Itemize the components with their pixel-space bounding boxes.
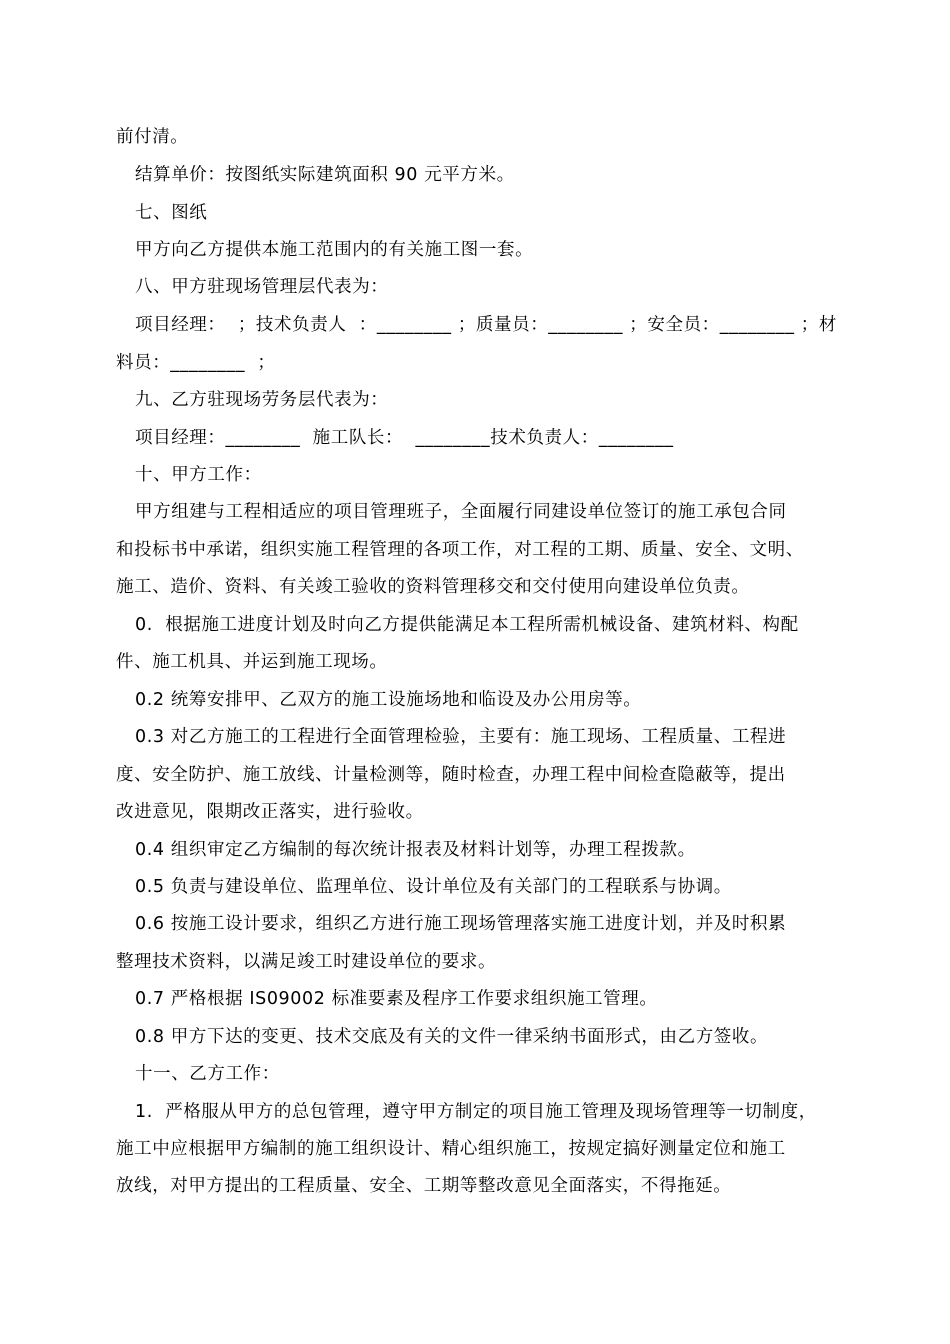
text-line: 0.4 组织审定乙方编制的每次统计报表及材料计划等，办理工程拨款。 [135,840,696,860]
text-line: 施工、造价、资料、有关竣工验收的资料管理移交和交付使用向建设单位负责。 [116,577,750,597]
text-line: 和投标书中承诺，组织实施工程管理的各项工作，对工程的工期、质量、安全、文明、 [116,540,804,560]
text-line: 前付清。 [116,127,189,147]
text-line: 料员：________ ； [116,353,276,373]
text-line: 项目经理：________ 施工队长： ________技术负责人：________ [135,428,674,448]
text-line: 甲方组建与工程相适应的项目管理班子，全面履行同建设单位签订的施工承包合同 [135,502,787,522]
text-line: 1. 严格服从甲方的总包管理，遵守甲方制定的项目施工管理及现场管理等一切制度， [135,1102,817,1122]
text-line: 结算单价：按图纸实际建筑面积 90 元平方米。 [135,165,515,185]
text-line: 件、施工机具、并运到施工现场。 [116,652,388,672]
text-line: 0.3 对乙方施工的工程进行全面管理检验，主要有：施工现场、工程质量、工程进 [135,727,787,747]
section-heading: 七、图纸 [135,203,208,223]
text-line: 甲方向乙方提供本施工范围内的有关施工图一套。 [135,240,534,260]
text-line: 0.2 统筹安排甲、乙双方的施工设施场地和临设及办公用房等。 [135,690,642,710]
text-line: 放线，对甲方提出的工程质量、安全、工期等整改意见全面落实，不得拖延。 [116,1176,732,1196]
section-heading: 八、甲方驻现场管理层代表为： [135,277,389,297]
text-line: 0.8 甲方下达的变更、技术交底及有关的文件一律采纳书面形式，由乙方签收。 [135,1027,769,1047]
section-heading: 九、乙方驻现场劳务层代表为： [135,390,389,410]
text-line: 整理技术资料，以满足竣工时建设单位的要求。 [116,952,497,972]
section-heading: 十、甲方工作： [135,465,262,485]
section-heading: 十一、乙方工作： [135,1064,280,1084]
text-line: 施工中应根据甲方编制的施工组织设计、精心组织施工，按规定搞好测量定位和施工 [116,1139,786,1159]
text-line: 0.7 严格根据 IS09002 标准要素及程序工作要求组织施工管理。 [135,989,658,1009]
text-line: 度、安全防护、施工放线、计量检测等，随时检查，办理工程中间检查隐蔽等，提出 [116,765,786,785]
text-line: 项目经理： ；技术负责人 ：________ ；质量员：________ ；安全员：________ ；材 [135,315,837,335]
text-line: 0.6 按施工设计要求，组织乙方进行施工现场管理落实施工进度计划，并及时积累 [135,914,787,934]
text-line: 改进意见，限期改正落实，进行验收。 [116,802,424,822]
text-line: 0.5 负责与建设单位、监理单位、设计单位及有关部门的工程联系与协调。 [135,877,732,897]
text-line: 0. 根据施工进度计划及时向乙方提供能满足本工程所需机械设备、建筑材料、构配 [135,615,799,635]
